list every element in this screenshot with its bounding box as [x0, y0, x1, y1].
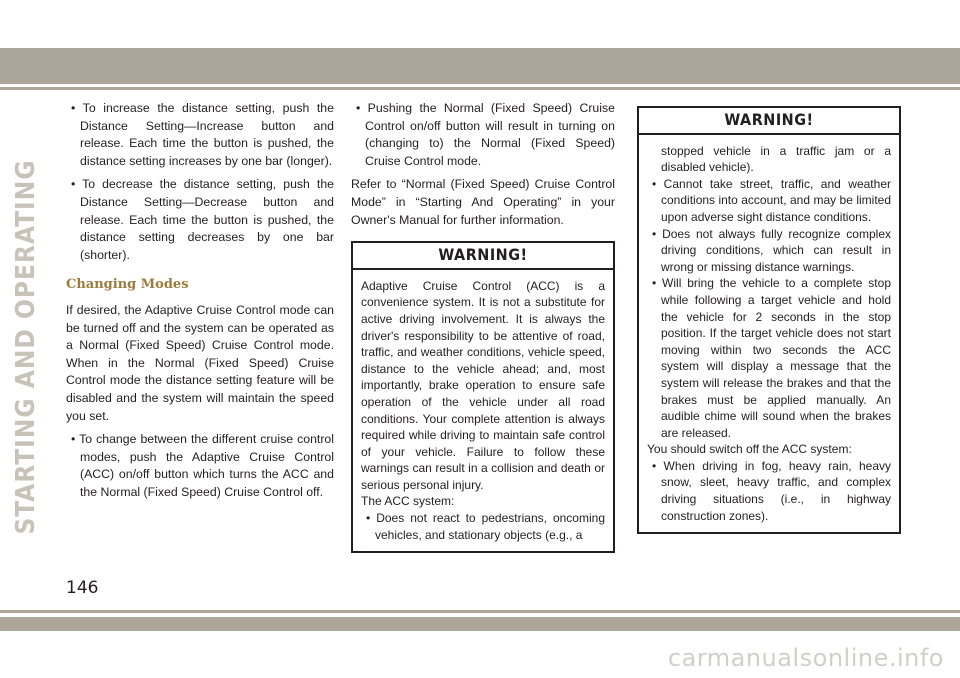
watermark: carmanualsonline.info — [667, 644, 944, 672]
warning-bullet: • Does not react to pedestrians, oncoming vehicles, and stationary objects (e.g., a — [366, 511, 605, 542]
warning-text: You should switch off the ACC system: — [647, 442, 852, 457]
page-number: 146 — [66, 578, 99, 598]
warning-bullet: • When driving in fog, heavy rain, heavy snow, sleet, heavy traffic, and complex driving situations (i.e., in highway construction zones). — [652, 458, 891, 523]
bullet-change-modes: • To change between the different cruise control modes, push the Adaptive Cruise Control (ACC) on/off button which turns the ACC and the Normal (Fixed Speed) Cruise Control off. — [71, 432, 334, 499]
footer-band — [0, 617, 960, 631]
paragraph-refer: Refer to “Normal (Fixed Speed) Cruise Control Mode” in “Starting And Operating” in your Owner's Manual for further information. — [351, 177, 615, 227]
warning-title: WARNING! — [353, 243, 613, 270]
warning-title: WARNING! — [639, 108, 899, 135]
warning-text: stopped vehicle in a traffic jam or a disabled vehicle). — [661, 143, 891, 175]
footer-rule — [0, 610, 960, 613]
warning-box — [351, 241, 615, 553]
warning-bullet: • Cannot take street, traffic, and weather conditions into account, and may be limited upon adverse sight distance conditions. — [652, 176, 891, 224]
column-middle — [351, 100, 615, 553]
warning-body — [353, 270, 613, 552]
column-left — [66, 100, 334, 501]
paragraph-changing-modes: If desired, the Adaptive Cruise Control mode can be turned off and the system can be operated as a Normal (Fixed Speed) Cruise Control mode. When in the Normal (Fixed Speed) Cruise Control mode the distance setting feature will be disabled and the system will maintain the speed you set. — [66, 302, 334, 423]
warning-text: The ACC system: — [361, 494, 455, 509]
column-right — [637, 106, 901, 534]
warning-bullet: • Does not always fully recognize complex driving conditions, which can result in wrong or missing distance warnings. — [652, 226, 891, 274]
bullet-increase-distance: • To increase the distance setting, push the Distance Setting—Increase button and release. Each time the button is pushed, the distance setting increases by one bar (longer). — [71, 101, 334, 168]
bullet-decrease-distance: • To decrease the distance setting, push the Distance Setting—Decrease button and release. Each time the button is pushed, the distance setting decreases by one bar (shorter). — [71, 177, 334, 262]
warning-box-continued — [637, 106, 901, 534]
section-heading: Changing Modes — [66, 277, 189, 293]
warning-bullet: • Will bring the vehicle to a complete stop while following a target vehicle and hold the vehicle for 2 seconds in the stop position. If the target vehicle does not start moving within two seconds the ACC system will display a message that the system will release the brakes and that the brakes must be applied manually. An audible chime will sound when the brakes are released. — [652, 276, 891, 440]
warning-text: Adaptive Cruise Control (ACC) is a convenience system. It is not a substitute for active driving involvement. It is always the driver's responsibility to be attentive of road, traffic, and weather conditions, vehicle speed, distance to the vehicle ahead; and, most importantly, brake operation to ensure safe operation of the vehicle under all road conditions. Your complete attention is always required while driving to maintain safe control of your vehicle. Failure to follow these warnings can result in a collision and death or serious personal injury. — [361, 278, 605, 492]
section-side-title: STARTING AND OPERATING — [11, 159, 41, 535]
bullet-normal-cruise: • Pushing the Normal (Fixed Speed) Cruise Control on/off button will result in turning on (changing to) the Normal (Fixed Speed) Cruise Control mode. — [356, 101, 615, 168]
header-band — [0, 48, 960, 84]
warning-body — [639, 135, 899, 533]
header-rule — [0, 87, 960, 90]
